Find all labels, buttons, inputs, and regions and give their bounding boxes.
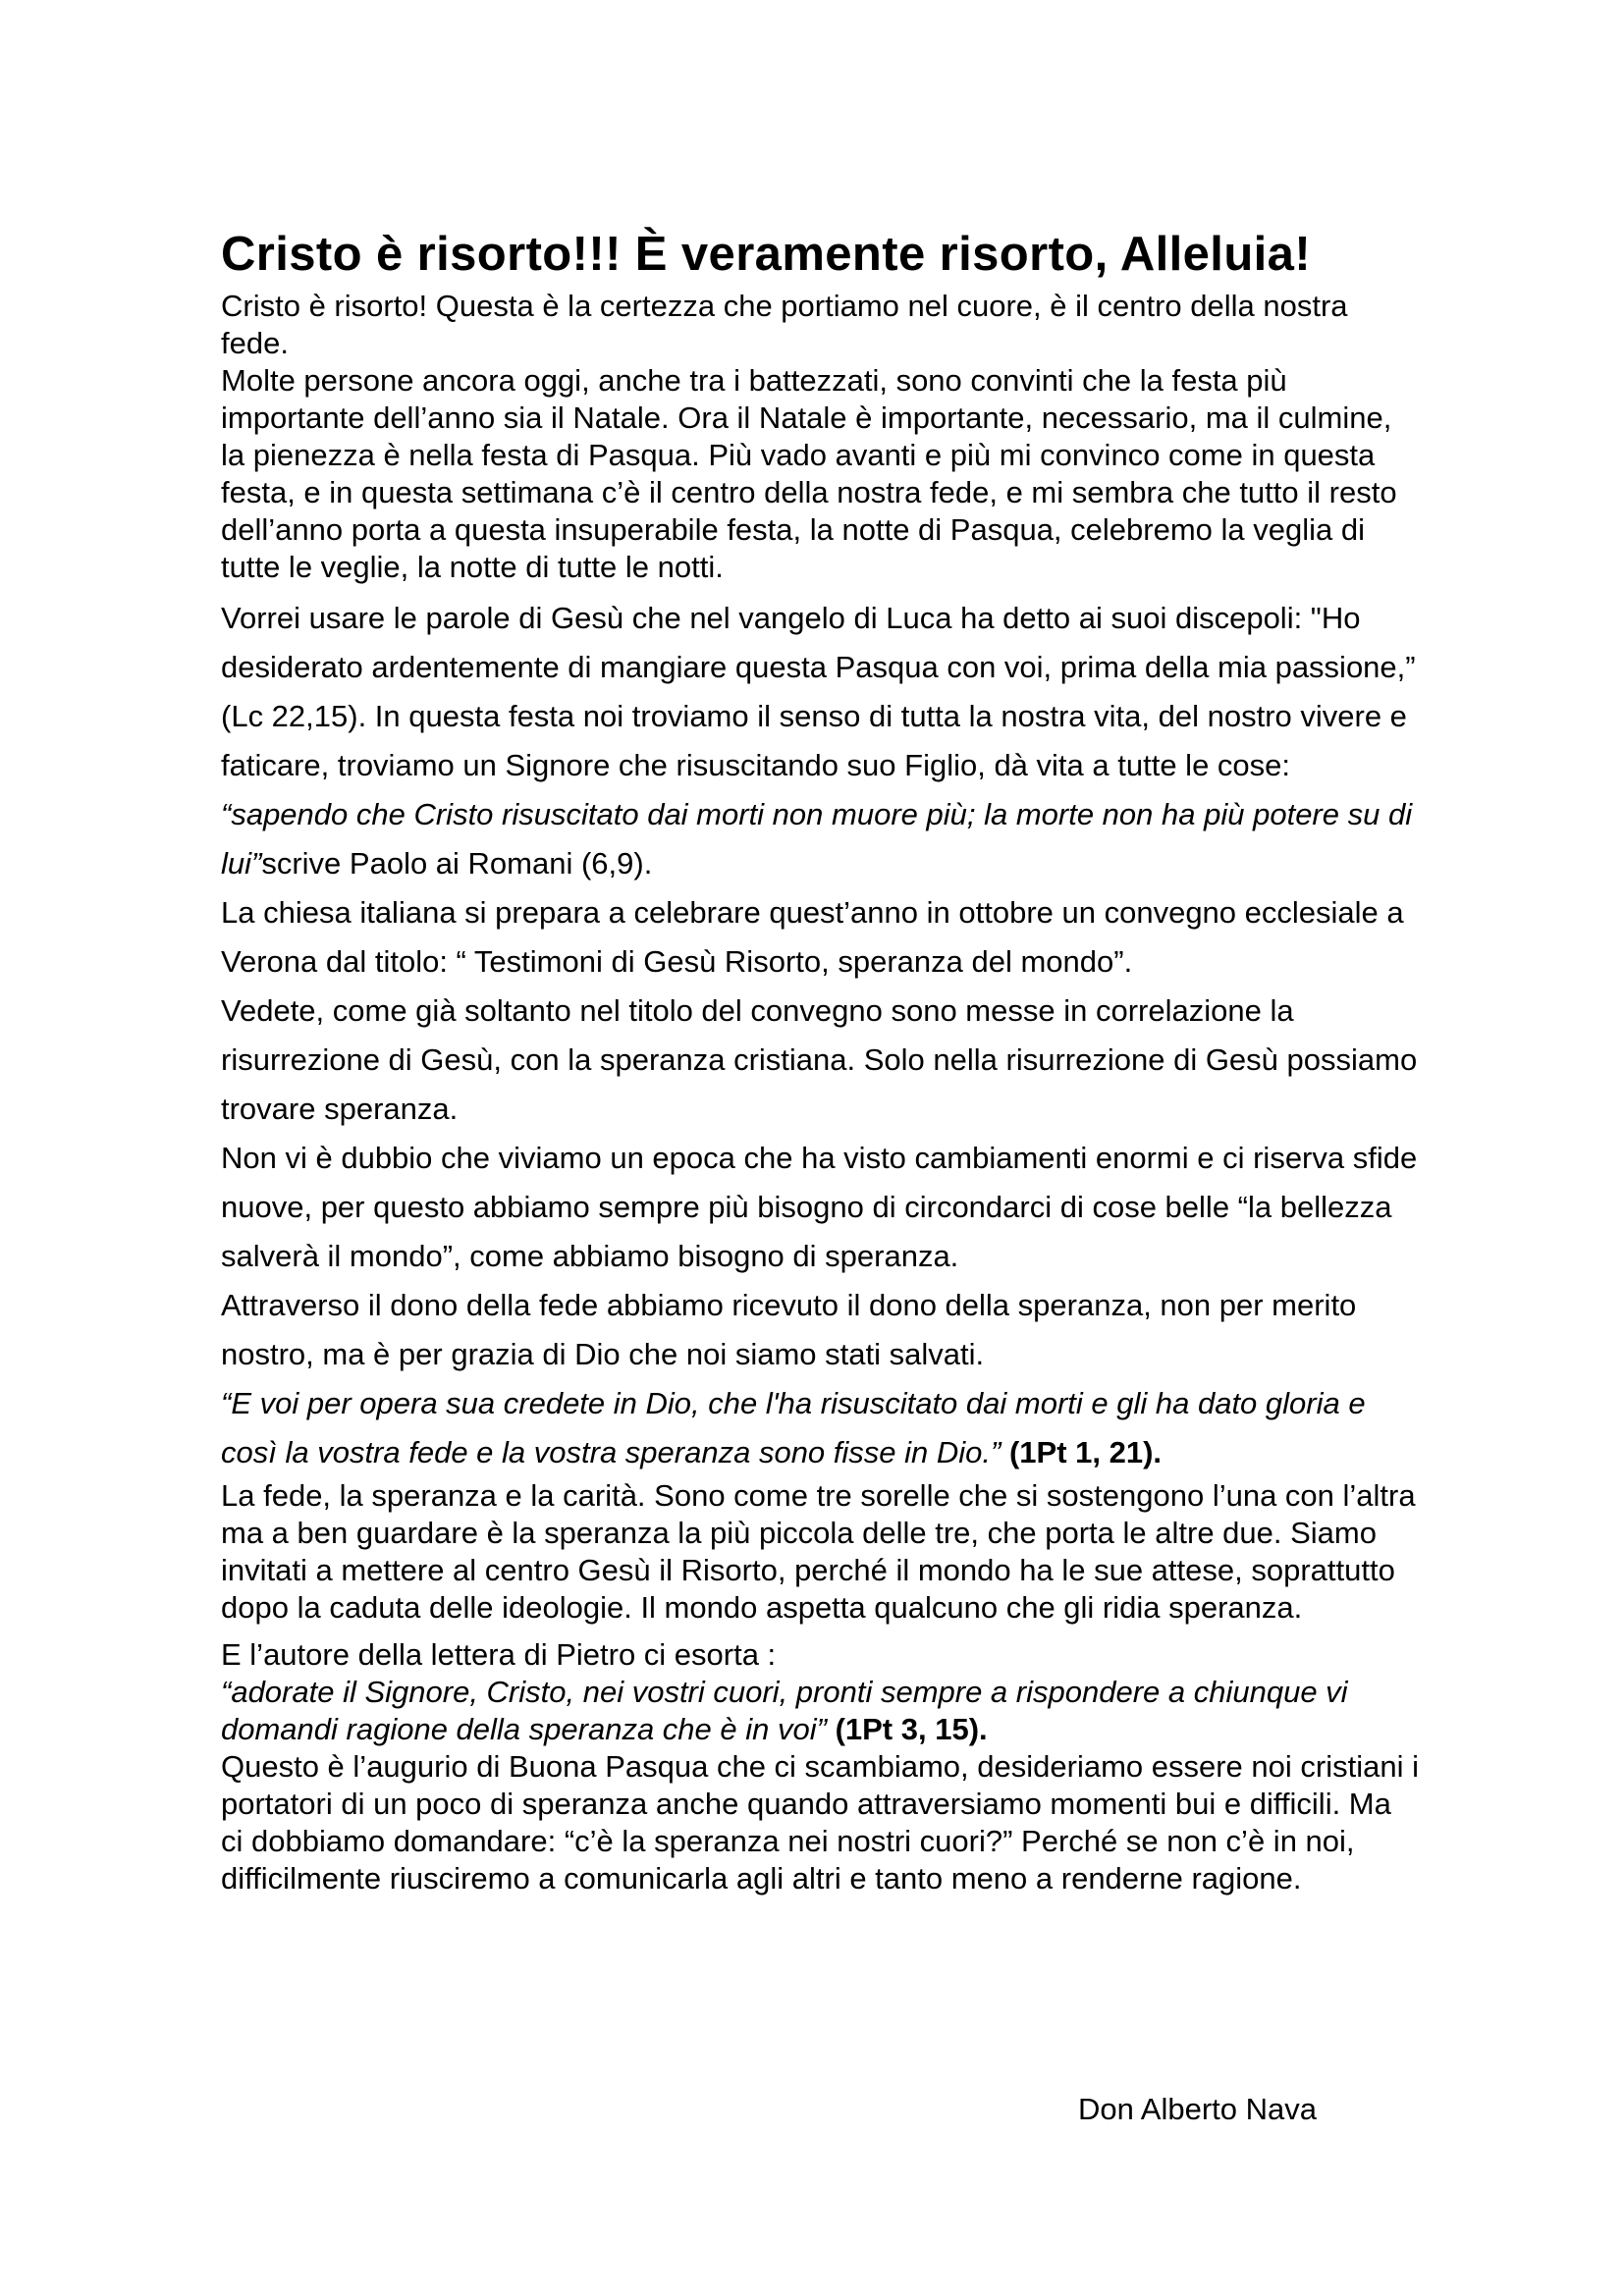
paragraph-augurio: Questo è l’augurio di Buona Pasqua che ci scambiamo, desideriamo essere noi cristiani i portatori di un poco di speranza anche quando attraversiamo momenti bui e difficili. Ma ci dobbiamo domandare: “c’è la speranza nei nostri cuori?” Perché se non c’è in noi, difficilmente riusciremo a comunicarla agli altri e tanto meno a renderne ragione. [221,1749,1419,1896]
paragraph-correlazione: Vedete, come già soltanto nel titolo del convegno sono messe in correlazione la risurrezione di Gesù, con la speranza cristiana. Solo nella risurrezione di Gesù possiamo trovare speranza. [221,993,1418,1126]
paragraph-intro: Cristo è risorto! Questa è la certezza che portiamo nel cuore, è il centro della nostra fede. [221,289,1348,360]
paragraph-gospel-luke [221,594,1419,888]
signature: Don Alberto Nava [1078,2092,1317,2126]
paragraph-text: scrive Paolo ai Romani (6,9). [261,846,653,881]
paragraph-cambiamenti: Non vi è dubbio che viviamo un epoca che ha visto cambiamenti enormi e ci riserva sfide nuove, per questo abbiamo sempre più bisogno di circondarci di cose belle “la bellezza salverà il mondo”, come abbiamo bisogno di speranza. [221,1141,1418,1273]
page-title: Cristo è risorto!!! È veramente risorto, Alleluia! [221,228,1312,281]
paragraph-text: E l’autore della lettera di Pietro ci esorta : [221,1637,777,1672]
peter-quote: “E voi per opera sua credete in Dio, che l'ha risuscitato dai morti e gli ha dato gloria e così la vostra fede e la vostra speranza sono fisse in Dio.” [221,1386,1366,1469]
scripture-reference: (1Pt 1, 21). [1001,1435,1163,1469]
paragraph-dono-fede: Attraverso il dono della fede abbiamo ricevuto il dono della speranza, non per merito nostro, ma è per grazia di Dio che noi siamo stati salvati. [221,1288,1357,1371]
peter-quote-2: “adorate il Signore, Cristo, nei vostri cuori, pronti sempre a rispondere a chiunque vi domandi ragione della speranza che è in voi” [221,1675,1348,1746]
paragraph-convegno: La chiesa italiana si prepara a celebrare quest’anno in ottobre un convegno ecclesiale a Verona dal titolo: “ Testimoni di Gesù Risorto, speranza del mondo”. [221,895,1404,979]
paragraph-pietro-quote [221,1379,1419,1477]
paragraph-text: Vorrei usare le parole di Gesù che nel vangelo di Luca ha detto ai suoi discepoli: "Ho desiderato ardentemente di mangiare questa Pasqua con voi, prima della mia passione,” (Lc 22,15). In questa festa noi troviamo il senso di tutta la nostra vita, del nostro vivere e faticare, troviamo un Signore che risuscitando suo Figlio, dà vita a tutte le cose: [221,601,1416,782]
paragraph-natale-pasqua: Molte persone ancora oggi, anche tra i battezzati, sono convinti che la festa più importante dell’anno sia il Natale. Ora il Natale è importante, necessario, ma il culmine, la pienezza è nella festa di Pasqua. Più vado avanti e più mi convinco come in questa festa, e in questa settimana c’è il centro della nostra fede, e mi sembra che tutto il resto dell’anno porta a questa insuperabile festa, la notte di Pasqua, celebremo la veglia di tutte le veglie, la notte di tutte le notti. [221,363,1397,584]
paragraph-esortazione [221,1636,1419,1748]
document-body [221,224,1419,1897]
paragraph-tre-sorelle: La fede, la speranza e la carità. Sono come tre sorelle che si sostengono l’una con l’altra ma a ben guardare è la speranza la più piccola delle tre, che porta le altre due. Siamo invitati a mettere al centro Gesù il Risorto, perché il mondo ha le sue attese, soprattutto dopo la caduta delle ideologie. Il mondo aspetta qualcuno che gli ridia speranza. [221,1478,1416,1625]
romans-quote: “sapendo che Cristo risuscitato dai morti non muore più; la morte non ha più potere su di lui” [221,797,1413,881]
scripture-reference-2: (1Pt 3, 15). [826,1712,988,1746]
